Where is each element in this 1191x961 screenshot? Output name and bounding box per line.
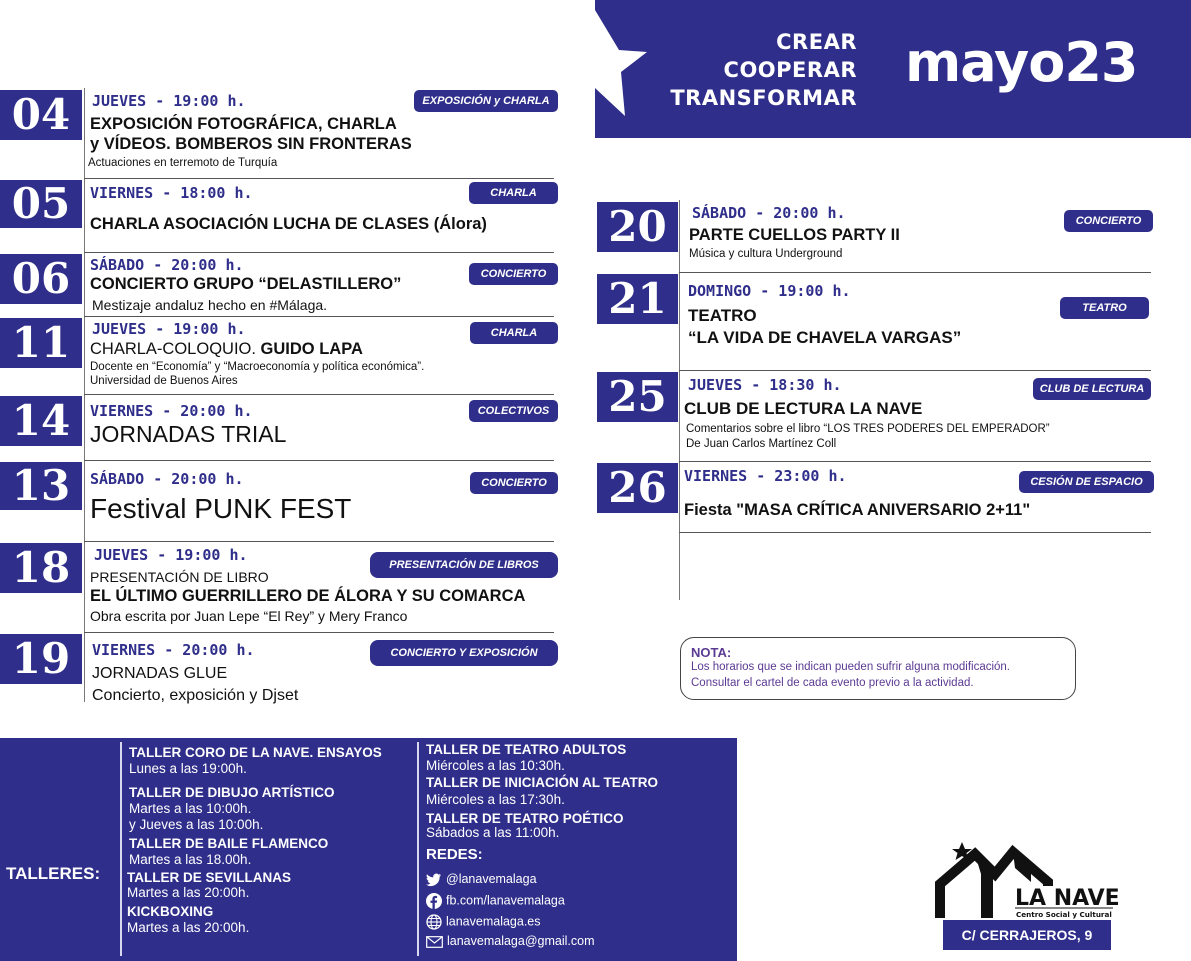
event-title-prefix: PRESENTACIÓN DE LIBRO xyxy=(90,569,269,585)
globe-icon xyxy=(426,914,442,930)
talleres-label: TALLERES: xyxy=(6,864,101,883)
event-day: 21 xyxy=(597,274,678,324)
taller-time: Martes a las 18.00h. xyxy=(129,852,252,867)
event-day: 19 xyxy=(0,634,82,684)
event-tag: CESIÓN DE ESPACIO xyxy=(1019,471,1154,493)
event-subtitle: Música y cultura Underground xyxy=(689,248,843,260)
taller-time: Martes a las 20:00h. xyxy=(127,885,250,900)
event-subtitle: Mestizaje andaluz hecho en #Málaga. xyxy=(92,297,328,313)
redes-label: REDES: xyxy=(426,846,483,863)
divider xyxy=(679,272,1151,273)
event-title: TEATRO xyxy=(688,306,757,325)
event-day: 18 xyxy=(0,543,82,593)
logo-tagline: Centro Social y Cultural xyxy=(1016,910,1112,919)
address-badge: C/ CERRAJEROS, 9 xyxy=(943,920,1111,950)
taller-name: TALLER DE DIBUJO ARTÍSTICO xyxy=(129,785,335,800)
twitter-handle: @lanavemalaga xyxy=(446,872,537,886)
event-tag: CHARLA xyxy=(470,322,558,344)
note-label: NOTA: xyxy=(691,645,732,660)
event-subtitle: Docente en “Economía” y “Macroeconomía y política económica”. xyxy=(90,361,425,373)
event-day: 04 xyxy=(0,90,82,140)
taller-time: Martes a las 20:00h. xyxy=(127,920,250,935)
talleres-panel xyxy=(0,738,737,961)
event-day: 20 xyxy=(597,202,678,252)
event-tag: TEATRO xyxy=(1060,297,1149,319)
event-title: CONCIERTO GRUPO “DELASTILLERO” xyxy=(90,275,402,293)
event-tag: PRESENTACIÓN DE LIBROS xyxy=(370,552,558,578)
twitter-icon xyxy=(426,873,442,887)
web-url: lanavemalaga.es xyxy=(446,914,541,929)
divider xyxy=(84,541,554,542)
event-title: Fiesta "MASA CRÍTICA ANIVERSARIO 2+11" xyxy=(684,501,1031,519)
email-link[interactable] xyxy=(426,934,594,948)
divider xyxy=(679,370,1151,371)
event-tag: CONCIERTO xyxy=(1064,210,1153,232)
taller-time: Martes a las 10:00h. xyxy=(129,801,252,816)
event-time: JUEVES - 19:00 h. xyxy=(94,546,248,564)
logo-name: LA NAVE xyxy=(1015,886,1120,911)
event-title: JORNADAS GLUE xyxy=(92,665,228,682)
note-line-1: Los horarios que se indican pueden sufrir alguna modificación. xyxy=(691,661,1011,673)
star-icon xyxy=(591,10,651,120)
header-banner xyxy=(595,0,1191,138)
taller-name: TALLER DE TEATRO POÉTICO xyxy=(426,811,624,826)
left-column-line xyxy=(84,88,85,702)
event-subtitle: Obra escrita por Juan Lepe “El Rey” y Mery Franco xyxy=(90,608,408,624)
event-title: PARTE CUELLOS PARTY II xyxy=(689,226,900,244)
divider xyxy=(84,394,554,395)
taller-name: TALLER DE TEATRO ADULTOS xyxy=(426,742,627,757)
twitter-link[interactable] xyxy=(426,872,537,887)
event-tag: COLECTIVOS xyxy=(469,400,558,422)
taller-time: Lunes a las 19:00h. xyxy=(129,761,247,776)
event-time: VIERNES - 20:00 h. xyxy=(92,641,255,659)
taller-time: Miércoles a las 17:30h. xyxy=(426,792,565,807)
facebook-link[interactable] xyxy=(426,893,565,909)
column-separator xyxy=(120,742,122,956)
divider xyxy=(84,460,554,461)
divider xyxy=(679,532,1151,533)
event-time: SÁBADO - 20:00 h. xyxy=(692,204,846,222)
event-title-2: “LA VIDA DE CHAVELA VARGAS” xyxy=(688,328,962,347)
event-time: VIERNES - 23:00 h. xyxy=(684,467,847,485)
note-line-2: Consultar el cartel de cada evento previo a la actividad. xyxy=(691,677,974,689)
web-link[interactable] xyxy=(426,914,541,930)
divider xyxy=(679,461,1151,462)
event-day: 06 xyxy=(0,254,82,304)
event-day: 14 xyxy=(0,396,82,446)
event-day: 13 xyxy=(0,462,82,510)
event-time: VIERNES - 18:00 h. xyxy=(90,184,253,202)
divider xyxy=(84,632,554,633)
event-tag: CHARLA xyxy=(469,182,558,204)
event-time: JUEVES - 18:30 h. xyxy=(688,376,842,394)
event-tag: CONCIERTO xyxy=(469,263,558,285)
event-day: 11 xyxy=(0,318,82,368)
event-tag: CONCIERTO xyxy=(470,472,558,494)
taller-time: Sábados a las 11:00h. xyxy=(426,825,560,840)
month-title: mayo23 xyxy=(905,31,1138,94)
taller-time-2: y Jueves a las 10:00h. xyxy=(129,817,264,832)
taller-name: TALLER DE SEVILLANAS xyxy=(127,870,292,885)
facebook-icon xyxy=(426,893,442,909)
event-title: EXPOSICIÓN FOTOGRÁFICA, CHARLA xyxy=(90,115,397,133)
event-title-prefix: CHARLA-COLOQUIO. xyxy=(90,340,256,358)
right-column-line xyxy=(679,200,680,600)
taller-name: TALLER CORO DE LA NAVE. ENSAYOS xyxy=(129,745,382,760)
event-day: 25 xyxy=(597,372,678,422)
event-title-2: y VÍDEOS. BOMBEROS SIN FRONTERAS xyxy=(90,135,412,153)
note-box xyxy=(680,637,1076,700)
event-title: Festival PUNK FEST xyxy=(90,493,352,524)
taller-time: Miércoles a las 10:30h. xyxy=(426,758,565,773)
email-icon xyxy=(426,936,443,948)
divider xyxy=(84,316,554,317)
event-title: JORNADAS TRIAL xyxy=(90,421,287,447)
event-time: JUEVES - 19:00 h. xyxy=(92,92,246,110)
event-subtitle: Actuaciones en terremoto de Turquía xyxy=(88,157,278,169)
event-tag: EXPOSICIÓN y CHARLA xyxy=(414,90,558,112)
event-time: DOMINGO - 19:00 h. xyxy=(688,282,851,300)
slogan-line-1: CREAR xyxy=(776,30,857,54)
event-tag: CLUB DE LECTURA xyxy=(1033,378,1151,400)
event-subtitle-2: Universidad de Buenos Aires xyxy=(90,375,238,387)
taller-name: KICKBOXING xyxy=(127,904,214,919)
event-title: EL ÚLTIMO GUERRILLERO DE ÁLORA Y SU COMARCA xyxy=(90,587,526,605)
event-time: VIERNES - 20:00 h. xyxy=(90,402,253,420)
slogan-line-2: COOPERAR xyxy=(723,58,857,82)
event-subtitle: Comentarios sobre el libro “LOS TRES PODERES DEL EMPERADOR” xyxy=(686,423,1050,435)
event-time: SÁBADO - 20:00 h. xyxy=(90,256,244,274)
slogan-line-3: TRANSFORMAR xyxy=(670,86,857,110)
facebook-url: fb.com/lanavemalaga xyxy=(446,893,565,908)
event-title-speaker: GUIDO LAPA xyxy=(260,340,363,358)
event-time: SÁBADO - 20:00 h. xyxy=(90,470,244,488)
event-title: CHARLA ASOCIACIÓN LUCHA DE CLASES (Álora) xyxy=(90,215,487,233)
event-day: 05 xyxy=(0,180,82,228)
house-logo-icon xyxy=(935,842,1120,922)
email-address: lanavemalaga@gmail.com xyxy=(447,934,595,948)
column-separator xyxy=(417,742,419,956)
event-title xyxy=(90,339,363,359)
event-subtitle: Concierto, exposición y Djset xyxy=(92,687,299,704)
event-tag: CONCIERTO Y EXPOSICIÓN xyxy=(370,640,558,666)
event-day: 26 xyxy=(597,463,678,513)
event-subtitle-2: De Juan Carlos Martínez Coll xyxy=(686,438,837,450)
taller-name: TALLER DE INICIACIÓN AL TEATRO xyxy=(426,775,658,790)
taller-name: TALLER DE BAILE FLAMENCO xyxy=(129,836,329,851)
divider xyxy=(84,178,554,179)
divider xyxy=(84,252,554,253)
event-time: JUEVES - 19:00 h. xyxy=(92,320,246,338)
event-title: CLUB DE LECTURA LA NAVE xyxy=(684,399,923,418)
